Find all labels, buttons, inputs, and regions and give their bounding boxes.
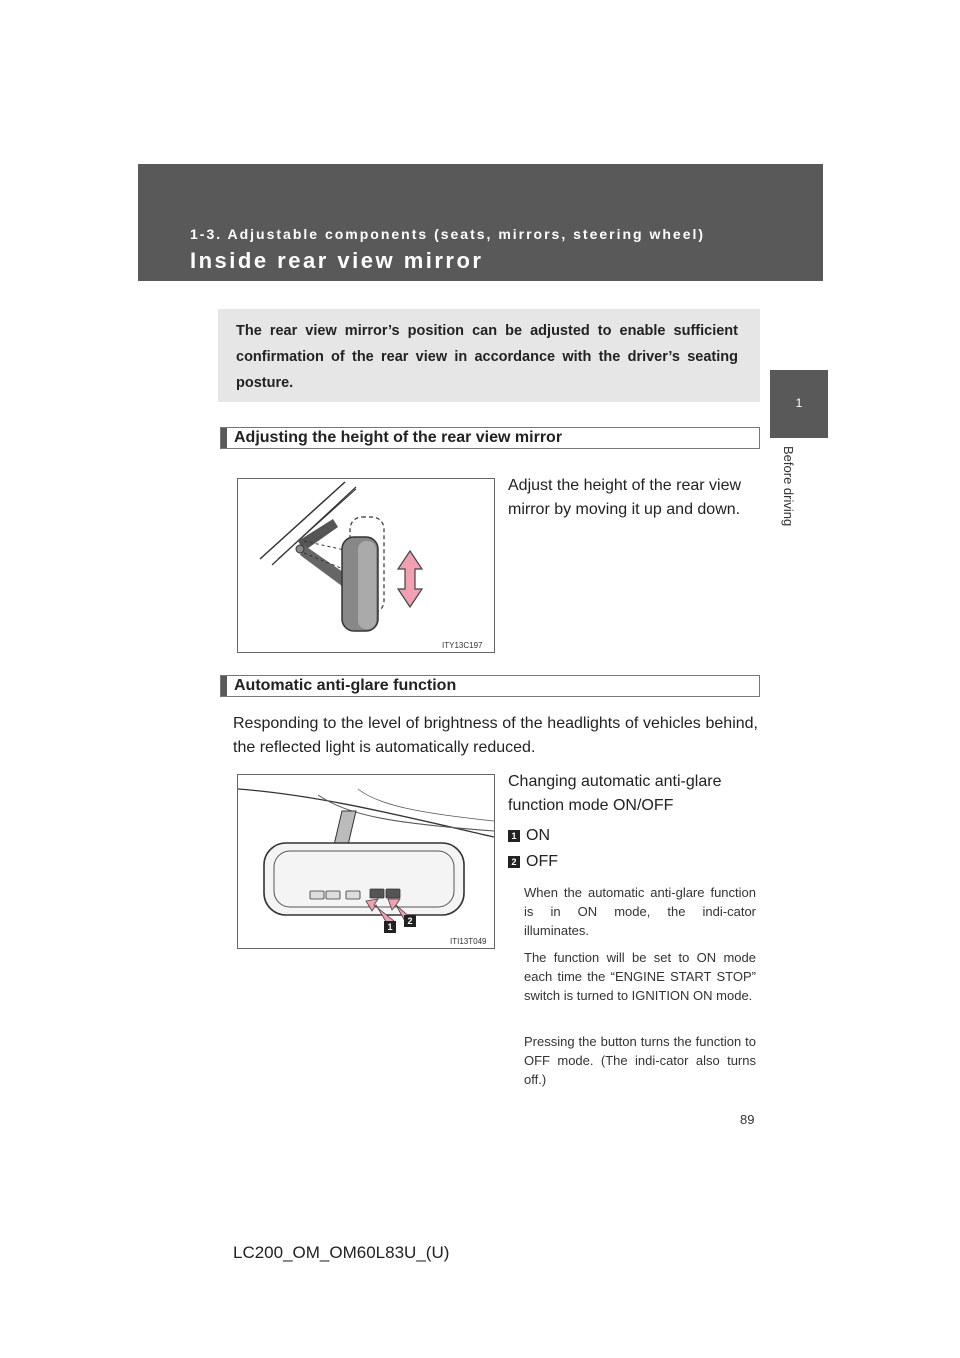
chapter-tab-number: 1 xyxy=(795,396,803,410)
item-badge-1: 1 xyxy=(508,830,520,842)
section1-text: Adjust the height of the rear view mirror by moving it up and down. xyxy=(508,477,742,518)
antiglare-illustration xyxy=(238,775,494,948)
item-badge-2: 2 xyxy=(508,856,520,868)
figure-antiglare xyxy=(237,774,495,949)
note-3: Pressing the button turns the function to OFF mode. (The indi-cator also turns off.) xyxy=(524,1034,756,1087)
note-1: When the automatic anti-glare function is in ON mode, the indi-cator illuminates. xyxy=(524,885,756,938)
section-heading-text: Automatic anti-glare function xyxy=(234,677,457,694)
footer-code: LC200_OM_OM60L83U_(U) xyxy=(233,1243,450,1262)
up-down-arrow-icon xyxy=(398,551,422,607)
page-number: 89 xyxy=(740,1112,755,1127)
section-heading-height xyxy=(220,427,760,449)
intro-text: The rear view mirror’s position can be adjusted to enable sufficient confirmation of the rear view in accordance with the driver’s seating posture. xyxy=(236,323,738,391)
item-label-off: OFF xyxy=(526,853,558,870)
figure-badge-2: 2 xyxy=(407,916,413,926)
antiglare-caption: Changing automatic anti-glare function mode ON/OFF xyxy=(508,773,722,814)
section-heading-antiglare xyxy=(220,675,760,697)
figure-badge-1: 1 xyxy=(387,922,393,932)
section2-intro: Responding to the level of brightness of the headlights of vehicles behind, the reflected light is automatically reduced. xyxy=(233,715,758,756)
figure-code: ITI13T049 xyxy=(450,937,487,946)
section-label: 1-3. Adjustable components (seats, mirrors, steering wheel) xyxy=(190,226,706,242)
figure-mirror-height xyxy=(237,478,495,653)
figure-code: ITY13C197 xyxy=(442,641,483,650)
section-heading-text: Adjusting the height of the rear view mirror xyxy=(234,429,563,446)
item-label-on: ON xyxy=(526,827,550,844)
mirror-height-illustration xyxy=(238,479,494,652)
chapter-tab-label: Before driving xyxy=(781,446,796,527)
note-2: The function will be set to ON mode each time the “ENGINE START STOP” switch is turned to IGNITION ON mode. xyxy=(524,950,756,1003)
page-title: Inside rear view mirror xyxy=(190,248,484,273)
